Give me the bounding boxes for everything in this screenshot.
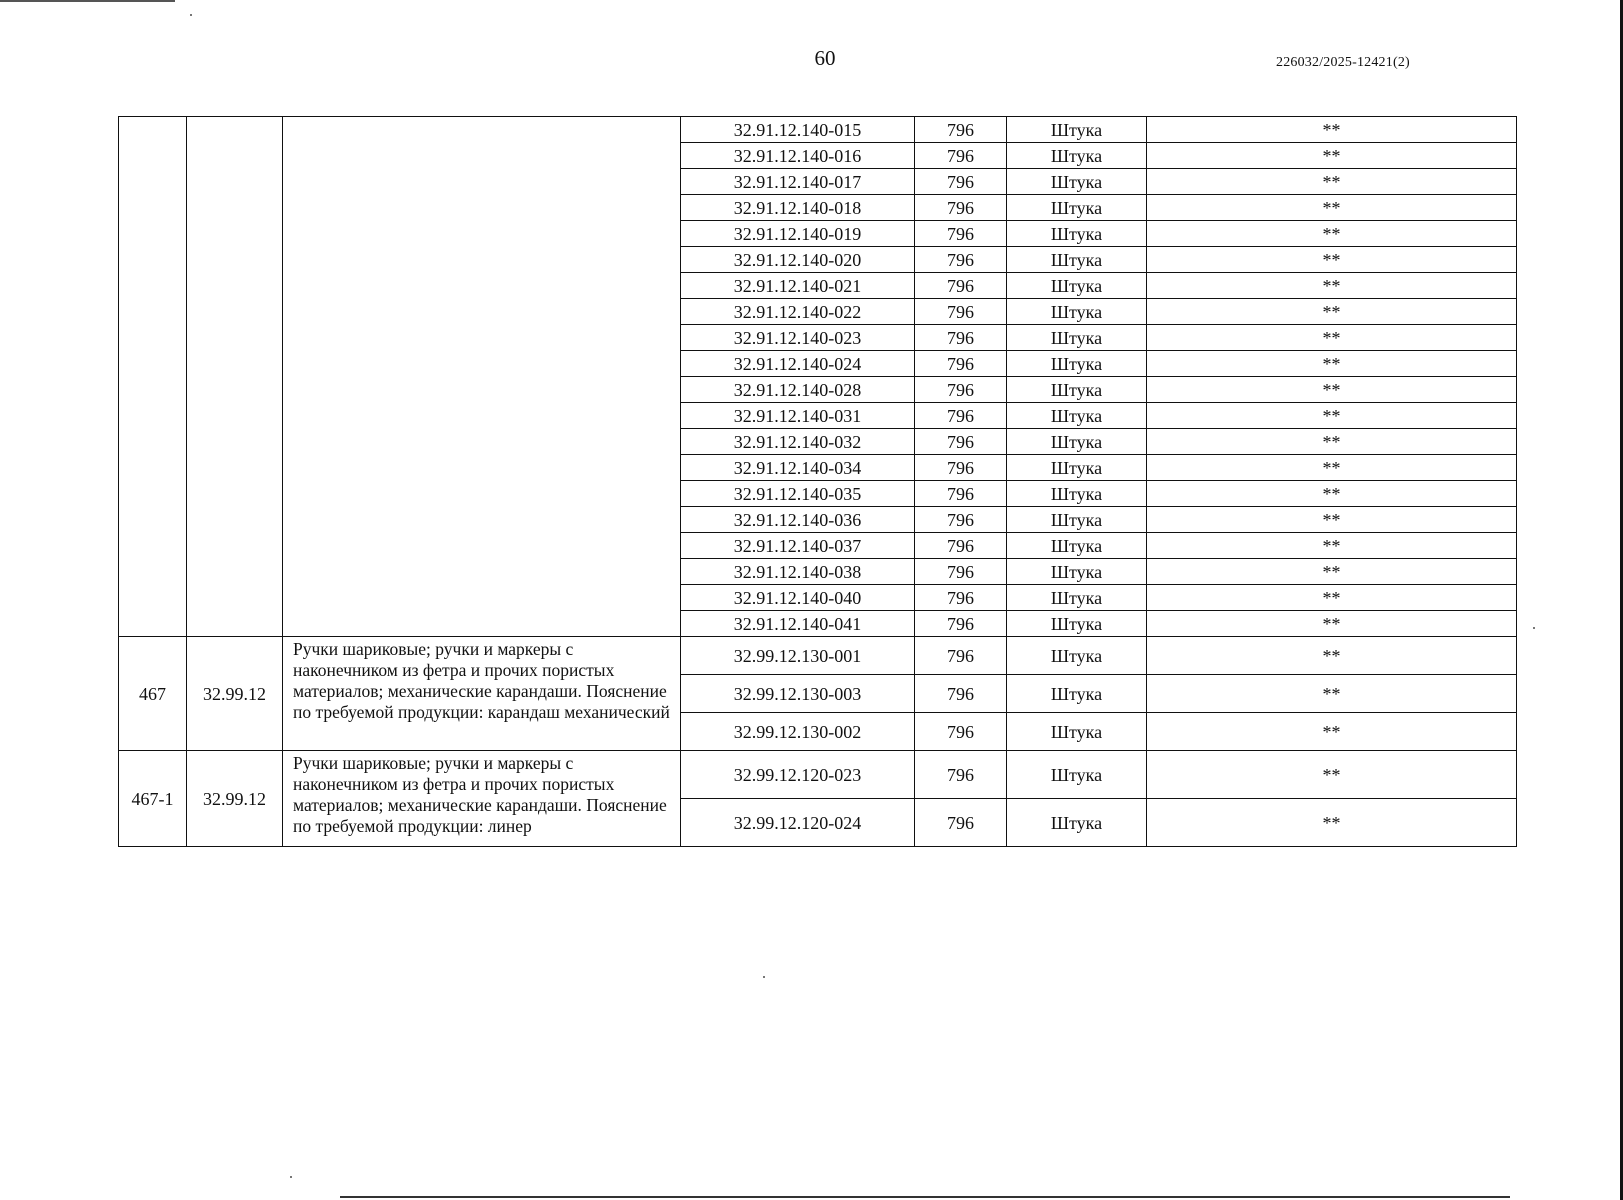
okei-cell: 796 — [915, 799, 1007, 847]
note-cell: ** — [1147, 325, 1517, 351]
item-code-cell: 32.99.12.120-024 — [681, 799, 915, 847]
okei-cell: 796 — [915, 195, 1007, 221]
okei-cell: 796 — [915, 143, 1007, 169]
unit-cell: Штука — [1007, 273, 1147, 299]
scan-speck — [1533, 627, 1535, 629]
okpd-cell: 32.99.12 — [187, 637, 283, 751]
okpd-cell: 32.99.12 — [187, 751, 283, 847]
okei-cell: 796 — [915, 377, 1007, 403]
item-code-cell: 32.91.12.140-021 — [681, 273, 915, 299]
item-code-cell: 32.91.12.140-031 — [681, 403, 915, 429]
document-id: 226032/2025-12421(2) — [1276, 55, 1410, 70]
okei-cell: 796 — [915, 403, 1007, 429]
scan-artifact-bottom — [340, 1196, 1510, 1198]
item-code-cell: 32.91.12.140-016 — [681, 143, 915, 169]
unit-cell: Штука — [1007, 585, 1147, 611]
okei-cell: 796 — [915, 455, 1007, 481]
note-cell: ** — [1147, 273, 1517, 299]
note-cell: ** — [1147, 637, 1517, 675]
scan-speck — [290, 1176, 292, 1178]
item-code-cell: 32.99.12.130-001 — [681, 637, 915, 675]
unit-cell: Штука — [1007, 533, 1147, 559]
note-cell: ** — [1147, 377, 1517, 403]
unit-cell: Штука — [1007, 675, 1147, 713]
item-code-cell: 32.91.12.140-037 — [681, 533, 915, 559]
okpd-cell — [187, 117, 283, 637]
scan-artifact-top — [0, 0, 175, 2]
scan-speck — [190, 14, 192, 16]
note-cell: ** — [1147, 247, 1517, 273]
okei-cell: 796 — [915, 221, 1007, 247]
number-cell: 467 — [119, 637, 187, 751]
okei-cell: 796 — [915, 751, 1007, 799]
unit-cell: Штука — [1007, 751, 1147, 799]
number-cell: 467-1 — [119, 751, 187, 847]
okei-cell: 796 — [915, 117, 1007, 143]
item-code-cell: 32.91.12.140-032 — [681, 429, 915, 455]
goods-table — [118, 116, 1517, 847]
note-cell: ** — [1147, 675, 1517, 713]
item-code-cell: 32.91.12.140-041 — [681, 611, 915, 637]
unit-cell: Штука — [1007, 637, 1147, 675]
item-code-cell: 32.91.12.140-040 — [681, 585, 915, 611]
note-cell: ** — [1147, 351, 1517, 377]
item-code-cell: 32.99.12.130-003 — [681, 675, 915, 713]
unit-cell: Штука — [1007, 429, 1147, 455]
okei-cell: 796 — [915, 713, 1007, 751]
unit-cell: Штука — [1007, 247, 1147, 273]
description-cell: Ручки шариковые; ручки и маркеры с наконечником из фетра и прочих пористых материалов; механические карандаши. Пояснение по требуемой продукции: линер — [283, 751, 681, 847]
unit-cell: Штука — [1007, 713, 1147, 751]
okei-cell: 796 — [915, 247, 1007, 273]
item-code-cell: 32.99.12.130-002 — [681, 713, 915, 751]
okei-cell: 796 — [915, 169, 1007, 195]
item-code-cell: 32.91.12.140-036 — [681, 507, 915, 533]
note-cell: ** — [1147, 117, 1517, 143]
table-row — [119, 751, 1517, 799]
item-code-cell: 32.91.12.140-020 — [681, 247, 915, 273]
note-cell: ** — [1147, 611, 1517, 637]
okei-cell: 796 — [915, 611, 1007, 637]
unit-cell: Штука — [1007, 143, 1147, 169]
note-cell: ** — [1147, 799, 1517, 847]
unit-cell: Штука — [1007, 455, 1147, 481]
item-code-cell: 32.91.12.140-024 — [681, 351, 915, 377]
note-cell: ** — [1147, 751, 1517, 799]
note-cell: ** — [1147, 507, 1517, 533]
note-cell: ** — [1147, 299, 1517, 325]
note-cell: ** — [1147, 559, 1517, 585]
number-cell — [119, 117, 187, 637]
note-cell: ** — [1147, 221, 1517, 247]
unit-cell: Штука — [1007, 611, 1147, 637]
okei-cell: 796 — [915, 325, 1007, 351]
unit-cell: Штука — [1007, 377, 1147, 403]
note-cell: ** — [1147, 195, 1517, 221]
item-code-cell: 32.91.12.140-018 — [681, 195, 915, 221]
okei-cell: 796 — [915, 273, 1007, 299]
note-cell: ** — [1147, 533, 1517, 559]
okei-cell: 796 — [915, 299, 1007, 325]
unit-cell: Штука — [1007, 507, 1147, 533]
item-code-cell: 32.91.12.140-028 — [681, 377, 915, 403]
page-number: 60 — [814, 46, 836, 70]
unit-cell: Штука — [1007, 351, 1147, 377]
item-code-cell: 32.91.12.140-019 — [681, 221, 915, 247]
item-code-cell: 32.91.12.140-017 — [681, 169, 915, 195]
okei-cell: 796 — [915, 507, 1007, 533]
item-code-cell: 32.91.12.140-022 — [681, 299, 915, 325]
description-cell — [283, 117, 681, 637]
unit-cell: Штука — [1007, 195, 1147, 221]
item-code-cell: 32.91.12.140-015 — [681, 117, 915, 143]
okei-cell: 796 — [915, 585, 1007, 611]
item-code-cell: 32.91.12.140-035 — [681, 481, 915, 507]
okei-cell: 796 — [915, 429, 1007, 455]
unit-cell: Штука — [1007, 325, 1147, 351]
okei-cell: 796 — [915, 637, 1007, 675]
okei-cell: 796 — [915, 533, 1007, 559]
unit-cell: Штука — [1007, 403, 1147, 429]
note-cell: ** — [1147, 481, 1517, 507]
unit-cell: Штука — [1007, 221, 1147, 247]
okei-cell: 796 — [915, 481, 1007, 507]
unit-cell: Штука — [1007, 117, 1147, 143]
unit-cell: Штука — [1007, 559, 1147, 585]
okei-cell: 796 — [915, 351, 1007, 377]
scan-speck — [763, 976, 765, 978]
item-code-cell: 32.91.12.140-034 — [681, 455, 915, 481]
note-cell: ** — [1147, 403, 1517, 429]
item-code-cell: 32.99.12.120-023 — [681, 751, 915, 799]
unit-cell: Штука — [1007, 481, 1147, 507]
unit-cell: Штука — [1007, 799, 1147, 847]
table-row — [119, 117, 1517, 143]
unit-cell: Штука — [1007, 299, 1147, 325]
note-cell: ** — [1147, 143, 1517, 169]
unit-cell: Штука — [1007, 169, 1147, 195]
note-cell: ** — [1147, 713, 1517, 751]
item-code-cell: 32.91.12.140-038 — [681, 559, 915, 585]
okei-cell: 796 — [915, 675, 1007, 713]
item-code-cell: 32.91.12.140-023 — [681, 325, 915, 351]
note-cell: ** — [1147, 455, 1517, 481]
goods-table-body — [119, 117, 1517, 847]
table-row — [119, 637, 1517, 675]
note-cell: ** — [1147, 585, 1517, 611]
note-cell: ** — [1147, 429, 1517, 455]
note-cell: ** — [1147, 169, 1517, 195]
okei-cell: 796 — [915, 559, 1007, 585]
description-cell: Ручки шариковые; ручки и маркеры с наконечником из фетра и прочих пористых материалов; механические карандаши. Пояснение по требуемой продукции: карандаш механический — [283, 637, 681, 751]
